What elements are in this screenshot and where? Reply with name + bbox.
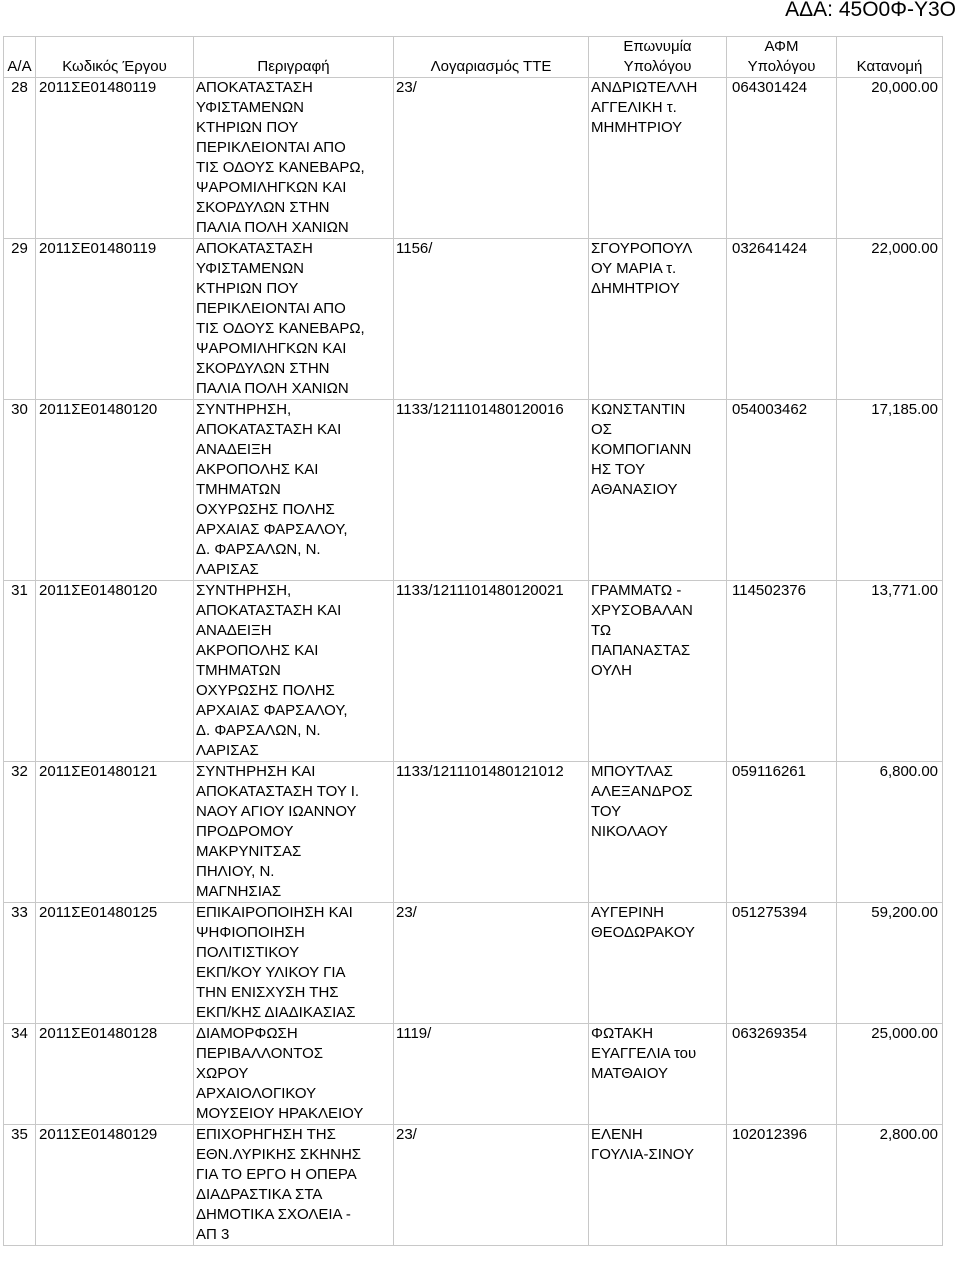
row-account: 23/ [394,78,589,239]
row-afm: 059116261 [727,762,837,903]
table-row [4,1024,943,1125]
header-afm: ΑΦΜ Υπολόγου [727,37,837,78]
row-amount: 13,771.00 [837,581,943,762]
row-account: 1119/ [394,1024,589,1125]
table-row [4,903,943,1024]
row-aa: 32 [4,762,36,903]
row-code: 2011ΣΕ01480120 [36,400,194,581]
row-description: ΑΠΟΚΑΤΑΣΤΑΣΗ ΥΦΙΣΤΑΜΕΝΩΝ ΚΤΗΡΙΩΝ ΠΟΥ ΠΕΡΙΚΛΕΙΟΝΤΑΙ ΑΠΟ ΤΙΣ ΟΔΟΥΣ ΚΑΝΕΒΑΡΩ, ΨΑΡΟΜΙΛΗΓΚΩΝ ΚΑΙ ΣΚΟΡΔΥΛΩΝ ΣΤΗΝ ΠΑΛΙΑ ΠΟΛΗ ΧΑΝΙΩΝ [194,78,394,239]
header-row [4,37,943,78]
row-afm: 054003462 [727,400,837,581]
row-aa: 34 [4,1024,36,1125]
row-description: ΑΠΟΚΑΤΑΣΤΑΣΗ ΥΦΙΣΤΑΜΕΝΩΝ ΚΤΗΡΙΩΝ ΠΟΥ ΠΕΡΙΚΛΕΙΟΝΤΑΙ ΑΠΟ ΤΙΣ ΟΔΟΥΣ ΚΑΝΕΒΑΡΩ, ΨΑΡΟΜΙΛΗΓΚΩΝ ΚΑΙ ΣΚΟΡΔΥΛΩΝ ΣΤΗΝ ΠΑΛΙΑ ΠΟΛΗ ΧΑΝΙΩΝ [194,239,394,400]
row-code: 2011ΣΕ01480129 [36,1125,194,1246]
row-account: 23/ [394,903,589,1024]
row-aa: 33 [4,903,36,1024]
row-afm: 114502376 [727,581,837,762]
row-amount: 2,800.00 [837,1125,943,1246]
row-description: ΕΠΙΧΟΡΗΓΗΣΗ ΤΗΣ ΕΘΝ.ΛΥΡΙΚΗΣ ΣΚΗΝΗΣ ΓΙΑ ΤΟ ΕΡΓΟ Η ΟΠΕΡΑ ΔΙΑΔΡΑΣΤΙΚΑ ΣΤΑ ΔΗΜΟΤΙΚΑ ΣΧΟΛΕΙΑ - ΑΠ 3 [194,1125,394,1246]
row-afm: 032641424 [727,239,837,400]
row-name: ΑΥΓΕΡΙΝΗ ΘΕΟΔΩΡΑΚΟΥ [589,903,727,1024]
header-name: Επωνυμία Υπολόγου [589,37,727,78]
row-name: ΦΩΤΑΚΗ ΕΥΑΓΓΕΛΙΑ του ΜΑΤΘΑΙΟΥ [589,1024,727,1125]
row-aa: 29 [4,239,36,400]
header-description: Περιγραφή [194,37,394,78]
table-row [4,762,943,903]
row-description: ΕΠΙΚΑΙΡΟΠΟΙΗΣΗ ΚΑΙ ΨΗΦΙΟΠΟΙΗΣΗ ΠΟΛΙΤΙΣΤΙΚΟΥ ΕΚΠ/ΚΟΥ ΥΛΙΚΟΥ ΓΙΑ ΤΗΝ ΕΝΙΣΧΥΣΗ ΤΗΣ ΕΚΠ/ΚΗΣ ΔΙΑΔΙΚΑΣΙΑΣ [194,903,394,1024]
row-afm: 102012396 [727,1125,837,1246]
row-account: 1156/ [394,239,589,400]
table-row [4,239,943,400]
row-account: 1133/1211101480120016 [394,400,589,581]
table-row [4,400,943,581]
row-name: ΜΠΟΥΤΛΑΣ ΑΛΕΞΑΝΔΡΟΣ ΤΟΥ ΝΙΚΟΛΑΟΥ [589,762,727,903]
table-row [4,78,943,239]
row-description: ΣΥΝΤΗΡΗΣΗ, ΑΠΟΚΑΤΑΣΤΑΣΗ ΚΑΙ ΑΝΑΔΕΙΞΗ ΑΚΡΟΠΟΛΗΣ ΚΑΙ ΤΜΗΜΑΤΩΝ ΟΧΥΡΩΣΗΣ ΠΟΛΗΣ ΑΡΧΑΙΑΣ ΦΑΡΣΑΛΟΥ, Δ. ΦΑΡΣΑΛΩΝ, Ν. ΛΑΡΙΣΑΣ [194,400,394,581]
header-code: Κωδικός Έργου [36,37,194,78]
row-code: 2011ΣΕ01480125 [36,903,194,1024]
row-afm: 064301424 [727,78,837,239]
table-row [4,581,943,762]
row-description: ΣΥΝΤΗΡΗΣΗ ΚΑΙ ΑΠΟΚΑΤΑΣΤΑΣΗ ΤΟΥ Ι. ΝΑΟΥ ΑΓΙΟΥ ΙΩΑΝΝΟΥ ΠΡΟΔΡΟΜΟΥ ΜΑΚΡΥΝΙΤΣΑΣ ΠΗΛΙΟΥ, Ν. ΜΑΓΝΗΣΙΑΣ [194,762,394,903]
row-amount: 59,200.00 [837,903,943,1024]
row-name: ΚΩΝΣΤΑΝΤΙΝ ΟΣ ΚΟΜΠΟΓΙΑΝΝ ΗΣ ΤΟΥ ΑΘΑΝΑΣΙΟΥ [589,400,727,581]
ada-identifier: ΑΔΑ: 45Ο0Φ-Υ3Ο [785,0,956,21]
row-description: ΔΙΑΜΟΡΦΩΣΗ ΠΕΡΙΒΑΛΛΟΝΤΟΣ ΧΩΡΟΥ ΑΡΧΑΙΟΛΟΓΙΚΟΥ ΜΟΥΣΕΙΟΥ ΗΡΑΚΛΕΙΟΥ [194,1024,394,1125]
table-row [4,1125,943,1246]
row-name: ΣΓΟΥΡΟΠΟΥΛ ΟΥ ΜΑΡΙΑ τ. ΔΗΜΗΤΡΙΟΥ [589,239,727,400]
row-afm: 051275394 [727,903,837,1024]
row-amount: 25,000.00 [837,1024,943,1125]
header-account: Λογαριασμός ΤΤΕ [394,37,589,78]
row-amount: 17,185.00 [837,400,943,581]
row-code: 2011ΣΕ01480128 [36,1024,194,1125]
allocation-table [3,36,943,1246]
row-code: 2011ΣΕ01480119 [36,239,194,400]
row-name: ΑΝΔΡΙΩΤΕΛΛΗ ΑΓΓΕΛΙΚΗ τ. ΜΗΜΗΤΡΙΟΥ [589,78,727,239]
row-account: 1133/1211101480120021 [394,581,589,762]
row-aa: 28 [4,78,36,239]
row-code: 2011ΣΕ01480120 [36,581,194,762]
row-account: 1133/1211101480121012 [394,762,589,903]
row-aa: 30 [4,400,36,581]
row-amount: 22,000.00 [837,239,943,400]
row-afm: 063269354 [727,1024,837,1125]
row-name: ΓΡΑΜΜΑΤΩ - ΧΡΥΣΟΒΑΛΑΝ ΤΩ ΠΑΠΑΝΑΣΤΑΣ ΟΥΛΗ [589,581,727,762]
row-code: 2011ΣΕ01480121 [36,762,194,903]
row-amount: 6,800.00 [837,762,943,903]
row-account: 23/ [394,1125,589,1246]
row-aa: 31 [4,581,36,762]
row-aa: 35 [4,1125,36,1246]
header-aa: Α/Α [4,37,36,78]
header-amount: Κατανομή [837,37,943,78]
row-amount: 20,000.00 [837,78,943,239]
row-description: ΣΥΝΤΗΡΗΣΗ, ΑΠΟΚΑΤΑΣΤΑΣΗ ΚΑΙ ΑΝΑΔΕΙΞΗ ΑΚΡΟΠΟΛΗΣ ΚΑΙ ΤΜΗΜΑΤΩΝ ΟΧΥΡΩΣΗΣ ΠΟΛΗΣ ΑΡΧΑΙΑΣ ΦΑΡΣΑΛΟΥ, Δ. ΦΑΡΣΑΛΩΝ, Ν. ΛΑΡΙΣΑΣ [194,581,394,762]
row-code: 2011ΣΕ01480119 [36,78,194,239]
row-name: ΕΛΕΝΗ ΓΟΥΛΙΑ-ΣΙΝΟΥ [589,1125,727,1246]
